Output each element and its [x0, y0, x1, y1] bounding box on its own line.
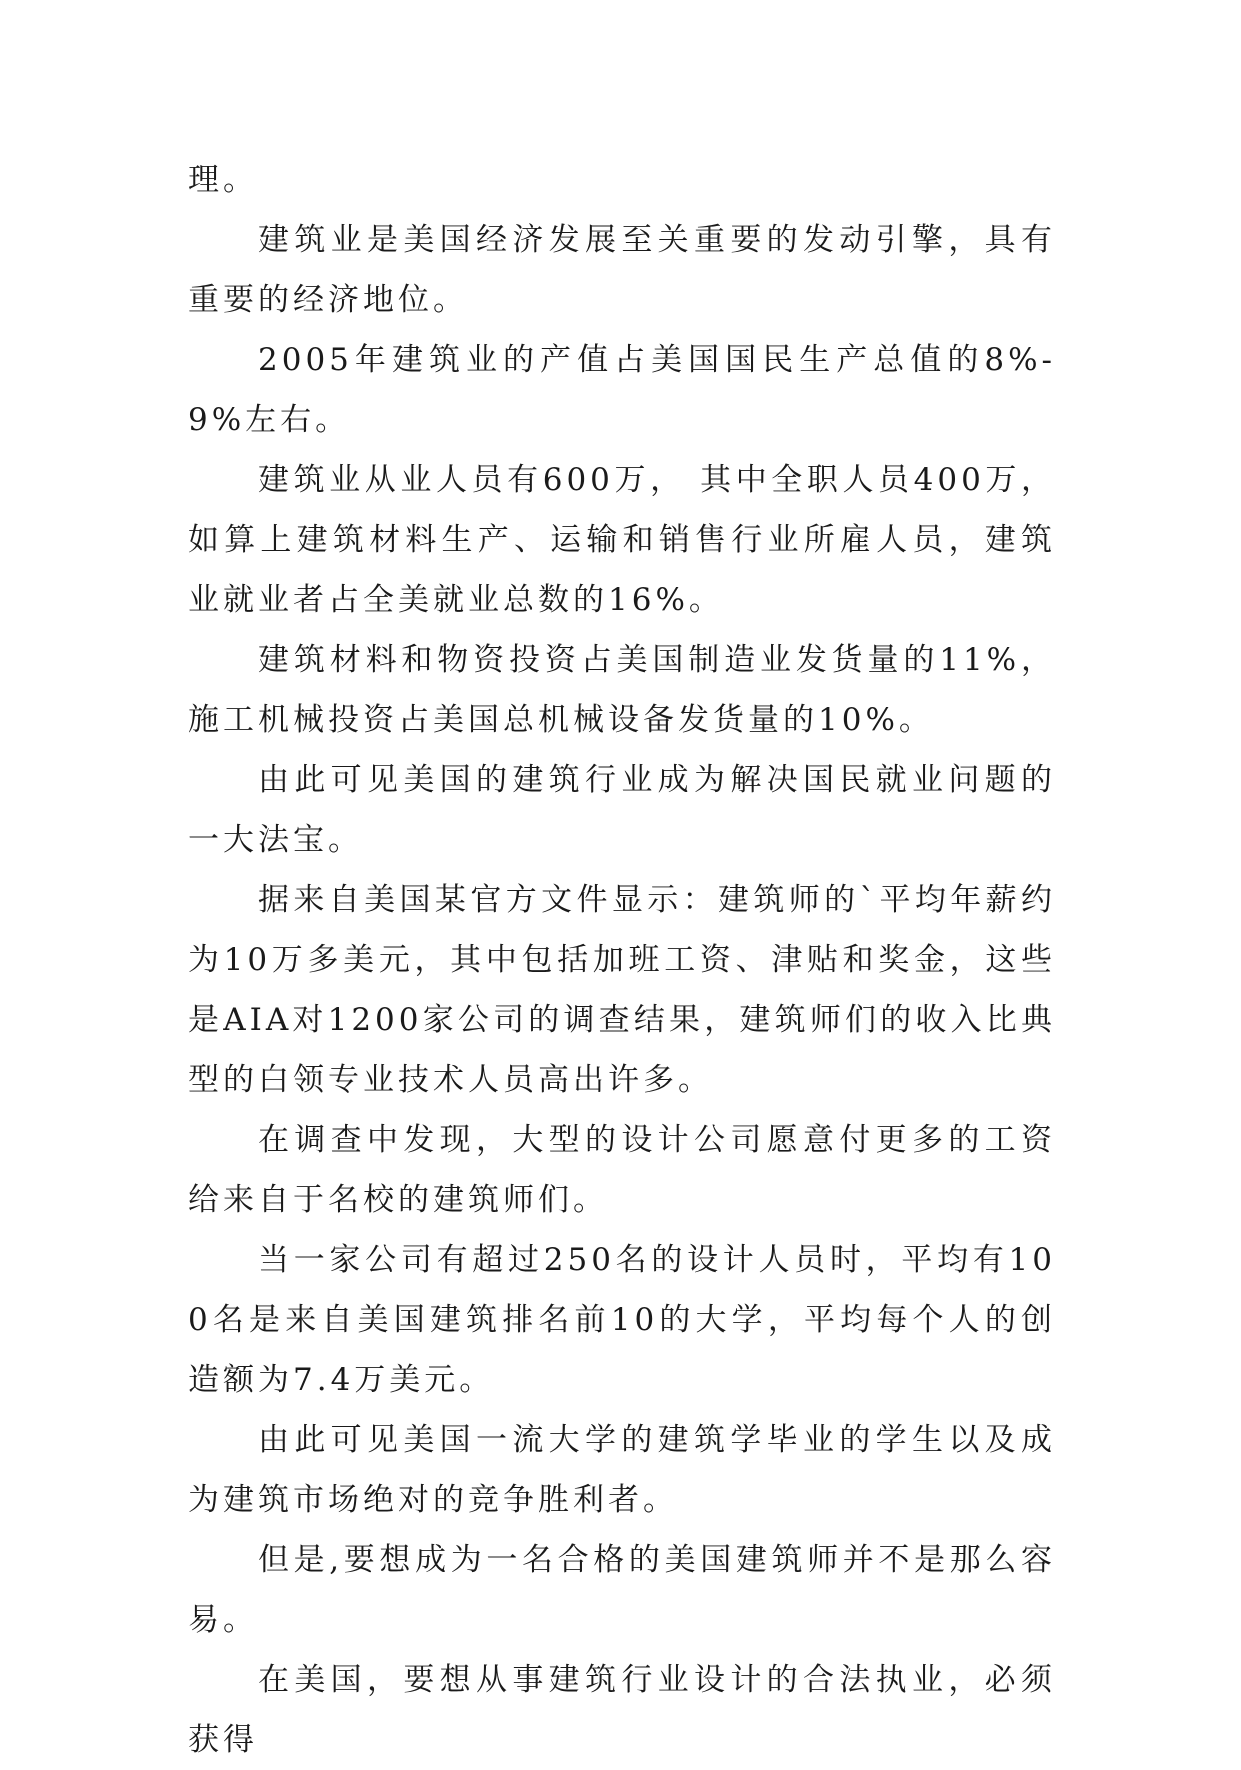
paragraph: 据来自美国某官方文件显示：建筑师的`平均年薪约为10万多美元，其中包括加班工资、津贴和奖金，这些是AIA对1200家公司的调查结果，建筑师们的收入比典型的白领专业技术人员高出许多。	[188, 882, 1056, 1098]
paragraph: 在调查中发现，大型的设计公司愿意付更多的工资给来自于名校的建筑师们。	[188, 1122, 1056, 1218]
paragraph: 建筑业是美国经济发展至关重要的发动引擎，具有重要的经济地位。	[188, 222, 1056, 318]
paragraph: 当一家公司有超过250名的设计人员时，平均有100名是来自美国建筑排名前10的大学，平均每个人的创造额为7.4万美元。	[188, 1242, 1056, 1398]
paragraph: 建筑材料和物资投资占美国制造业发货量的11%，施工机械投资占美国总机械设备发货量的10%。	[188, 642, 1056, 738]
paragraph: 在美国，要想从事建筑行业设计的合法执业，必须获得	[188, 1662, 1056, 1758]
document-body	[188, 150, 1056, 1770]
paragraph: 但是,要想成为一名合格的美国建筑师并不是那么容易。	[188, 1542, 1056, 1638]
paragraph: 由此可见美国的建筑行业成为解决国民就业问题的一大法宝。	[188, 762, 1056, 858]
paragraph: 理。	[188, 162, 258, 198]
paragraph: 2005年建筑业的产值占美国国民生产总值的8%-9%左右。	[188, 342, 1056, 438]
paragraph: 由此可见美国一流大学的建筑学毕业的学生以及成为建筑市场绝对的竞争胜利者。	[188, 1422, 1056, 1518]
paragraph: 建筑业从业人员有600万， 其中全职人员400万，如算上建筑材料生产、运输和销售行业所雇人员，建筑业就业者占全美就业总数的16%。	[188, 462, 1056, 618]
